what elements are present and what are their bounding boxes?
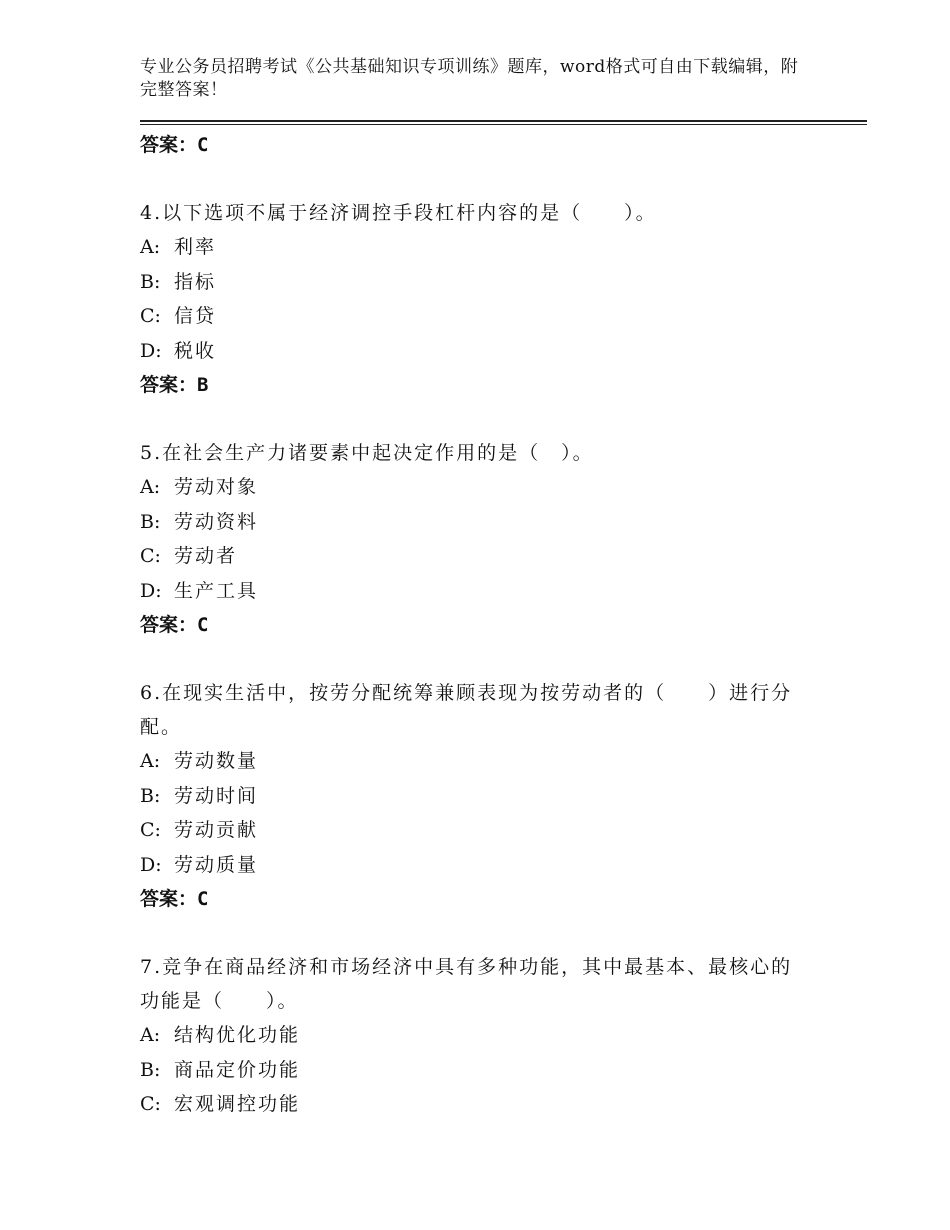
option-text: 利率	[174, 236, 217, 258]
option-letter: D:	[140, 579, 162, 602]
option-letter: A:	[140, 236, 161, 258]
option-d	[140, 848, 805, 883]
answer	[140, 368, 805, 402]
option-letter: B:	[140, 784, 161, 807]
option-text: 劳动对象	[174, 476, 259, 498]
option-c	[140, 539, 805, 574]
option-text: 劳动者	[174, 545, 238, 567]
answer	[140, 608, 805, 642]
option-a	[140, 1018, 805, 1053]
answer-label: 答案：	[140, 888, 198, 910]
option-c	[140, 813, 805, 848]
question-6	[140, 676, 805, 916]
previous-answer	[140, 128, 805, 162]
option-b	[140, 779, 805, 814]
option-text: 劳动数量	[174, 750, 259, 772]
option-text: 劳动资料	[174, 510, 259, 533]
option-letter: D:	[140, 339, 162, 362]
option-letter: C:	[140, 545, 161, 567]
question-text: 4.以下选项不属于经济调控手段杠杆内容的是（ ）。	[140, 202, 657, 224]
option-text: 劳动时间	[174, 784, 259, 807]
question-text: 7.竞争在商品经济和市场经济中具有多种功能，其中最基本、最核心的功能是（ ）。	[140, 956, 793, 1012]
option-text: 结构优化功能	[174, 1024, 301, 1046]
question-text: 6.在现实生活中，按劳分配统筹兼顾表现为按劳动者的（ ）进行分配。	[140, 682, 793, 738]
option-text: 商品定价功能	[174, 1058, 301, 1081]
option-text: 劳动质量	[174, 853, 259, 876]
answer-value: C	[197, 614, 209, 636]
question-content	[140, 128, 805, 1122]
option-c	[140, 299, 805, 334]
option-text: 生产工具	[174, 579, 259, 602]
option-letter: C:	[140, 305, 161, 327]
option-letter: C:	[140, 1093, 161, 1115]
option-b	[140, 1053, 805, 1088]
answer	[140, 882, 805, 916]
option-b	[140, 265, 805, 300]
question-7	[140, 950, 805, 1122]
answer-value: B	[197, 374, 209, 396]
answer-label: 答案：	[140, 134, 198, 156]
option-a	[140, 470, 805, 505]
option-letter: A:	[140, 750, 161, 772]
question-5	[140, 436, 805, 642]
option-letter: B:	[140, 510, 161, 533]
page-header: 专业公务员招聘考试《公共基础知识专项训练》题库，word格式可自由下载编辑，附完整答案！	[140, 57, 799, 100]
answer-value: C	[197, 134, 209, 156]
option-c	[140, 1087, 805, 1122]
question-text: 5.在社会生产力诸要素中起决定作用的是（ ）。	[140, 442, 594, 464]
option-text: 信贷	[174, 305, 217, 327]
option-d	[140, 334, 805, 369]
option-text: 宏观调控功能	[174, 1093, 301, 1115]
option-text: 指标	[174, 270, 217, 293]
option-letter: D:	[140, 853, 162, 876]
answer-label: 答案：	[140, 614, 198, 636]
option-letter: C:	[140, 819, 161, 841]
option-letter: A:	[140, 1024, 161, 1046]
question-4	[140, 196, 805, 402]
option-text: 税收	[174, 339, 217, 362]
answer-value: C	[197, 888, 209, 910]
option-a	[140, 230, 805, 265]
option-text: 劳动贡献	[174, 819, 259, 841]
option-letter: B:	[140, 270, 161, 293]
answer-label: 答案：	[140, 374, 198, 396]
option-d	[140, 574, 805, 609]
header-divider	[140, 120, 867, 125]
option-letter: B:	[140, 1058, 161, 1081]
option-letter: A:	[140, 476, 161, 498]
option-a	[140, 744, 805, 779]
option-b	[140, 505, 805, 540]
